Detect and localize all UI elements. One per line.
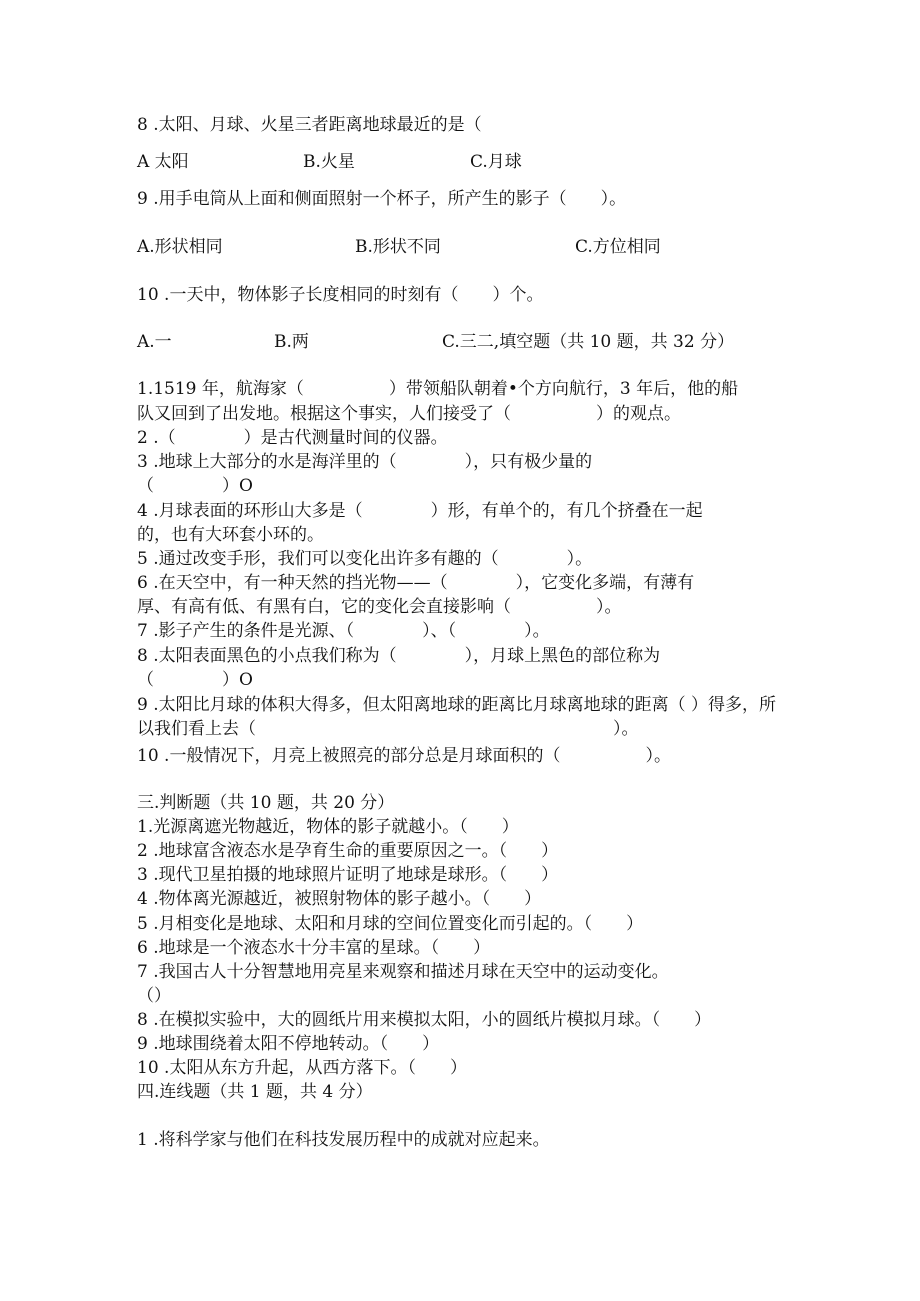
fill-q9-line1: 9 .太阳比月球的体积大得多，但太阳离地球的距离比月球离地球的距离（ ）得多，所 [137, 695, 777, 715]
choice-q9-option-a: A.形状相同 [137, 237, 223, 257]
fill-q5: 5 .通过改变手形，我们可以变化出许多有趣的（ ）。 [137, 549, 593, 569]
choice-q8-stem: 8 .太阳、月球、火星三者距离地球最近的是（ [137, 115, 482, 135]
judge-q8: 8 .在模拟实验中，大的圆纸片用来模拟太阳，小的圆纸片模拟月球。（ ） [137, 1010, 712, 1030]
judge-q7-line2: （） [137, 986, 171, 1006]
judge-q7-line1: 7 .我国古人十分智慧地用亮星来观察和描述月球在天空中的运动变化。 [137, 962, 669, 982]
choice-q10-option-a: A.一 [137, 332, 172, 352]
choice-q9-option-c: C.方位相同 [575, 237, 661, 257]
link-heading: 四.连线题（共 1 题，共 4 分） [137, 1082, 373, 1102]
fill-q9-line2: 以我们看上去（ ）。 [137, 719, 639, 739]
choice-q8-option-b: B.火星 [303, 152, 355, 172]
fill-q3-line1: 3 .地球上大部分的水是海洋里的（ ），只有极少量的 [137, 452, 593, 472]
fill-q8-line2: （ ）O [137, 670, 253, 690]
judge-q9: 9 .地球围绕着太阳不停地转动。（ ） [137, 1034, 440, 1054]
fill-q6-line1: 6 .在天空中，有一种天然的挡光物——（ ），它变化多端，有薄有 [137, 573, 695, 593]
fill-q10: 10 .一般情况下，月亮上被照亮的部分总是月球面积的（ ）。 [137, 746, 671, 766]
fill-q8-line1: 8 .太阳表面黑色的小点我们称为（ ），月球上黑色的部位称为 [137, 646, 661, 666]
fill-q3-line2: （ ）O [137, 476, 253, 496]
judge-q10: 10 .太阳从东方升起，从西方落下。（ ） [137, 1058, 467, 1078]
choice-q8-option-c: C.月球 [470, 152, 522, 172]
choice-q10-option-c: C.三二,填空题（共 10 题，共 32 分） [442, 332, 735, 352]
judge-q4: 4 .物体离光源越近，被照射物体的影子越小。（ ） [137, 889, 542, 909]
choice-q10-stem: 10 .一天中，物体影子长度相同的时刻有（ ）个。 [137, 285, 544, 305]
fill-q2: 2 .（ ）是古代测量时间的仪器。 [137, 428, 448, 448]
link-q1: 1 .将科学家与他们在科技发展历程中的成就对应起来。 [137, 1130, 550, 1150]
fill-q1-line1: 1.1519 年，航海家（ ）带领船队朝着•个方向航行，3 年后，他的船 [137, 379, 739, 399]
choice-q9-option-b: B.形状不同 [355, 237, 441, 257]
judge-q3: 3 .现代卫星拍摄的地球照片证明了地球是球形。（ ） [137, 865, 559, 885]
choice-q9-stem: 9 .用手电筒从上面和侧面照射一个杯子，所产生的影子（ ）。 [137, 189, 627, 209]
fill-q4-line2: 的，也有大环套小环的。 [137, 525, 324, 545]
choice-q8-option-a: A 太阳 [137, 152, 189, 172]
fill-q1-line2: 队又回到了出发地。根据这个事实，人们接受了（ ）的观点。 [137, 404, 681, 424]
judge-q2: 2 .地球富含液态水是孕育生命的重要原因之一。（ ） [137, 841, 559, 861]
fill-q6-line2: 厚、有高有低、有黑有白，它的变化会直接影响（ ）。 [137, 597, 622, 617]
judge-q5: 5 .月相变化是地球、太阳和月球的空间位置变化而引起的。（ ） [137, 914, 644, 934]
judge-heading: 三.判断题（共 10 题，共 20 分） [137, 793, 395, 813]
choice-q10-option-b: B.两 [274, 332, 309, 352]
judge-q1: 1.光源离遮光物越近，物体的影子就越小。（ ） [137, 817, 519, 837]
judge-q6: 6 .地球是一个液态水十分丰富的星球。（ ） [137, 938, 491, 958]
fill-q7: 7 .影子产生的条件是光源、（ ）、（ ）。 [137, 621, 550, 641]
fill-q4-line1: 4 .月球表面的环形山大多是（ ）形，有单个的，有几个挤叠在一起 [137, 501, 703, 521]
